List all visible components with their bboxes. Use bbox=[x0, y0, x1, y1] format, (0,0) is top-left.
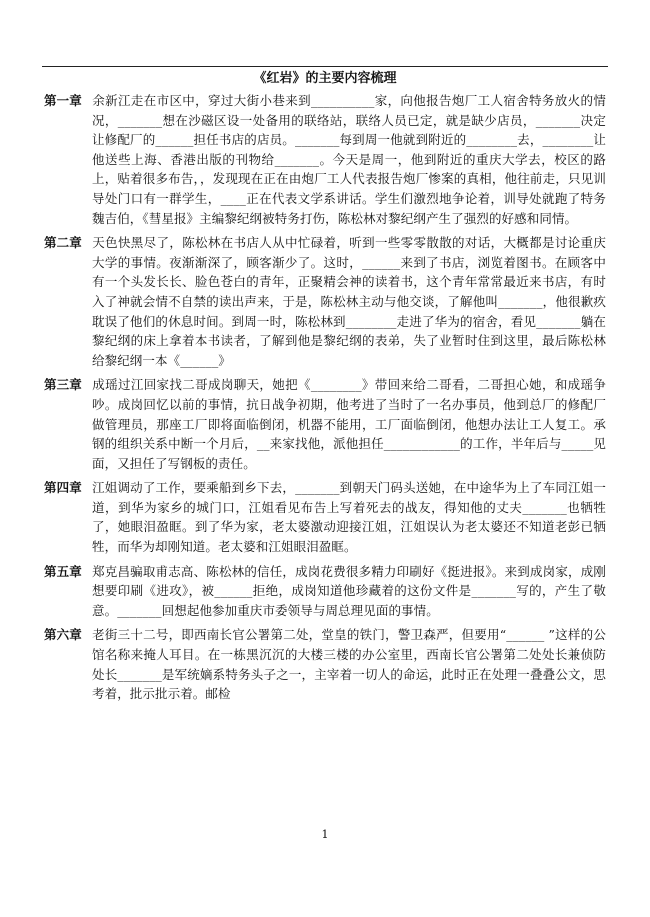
chapter-text: 江姐调动了工作，要乘船到乡下去，_______到朝天门码头送她，在中途华为上了车同江姐一道，到华为家乡的城门口，江姐看见布告上写着死去的战友，得知他的丈夫_______也牺牲了，她眼泪盈眶。到了华为家，老太婆激动迎接江姐，江姐误认为老太婆还不知道老彭已牺牲，而华为却刚知道。老太婆和江姐眼泪盈眶。 bbox=[92, 480, 606, 555]
chapter-paragraph bbox=[44, 625, 606, 703]
chapter-label: 第四章 bbox=[44, 480, 82, 496]
chapter-paragraph bbox=[44, 91, 606, 228]
document-title: 《红岩》的主要内容梳理 bbox=[253, 71, 397, 86]
page-number: 1 bbox=[321, 828, 329, 841]
chapter-6 bbox=[44, 625, 606, 703]
chapter-text: 成瑶过江回家找二哥成岗聊天，她把《________》带回来给二哥看，二哥担心她，和成瑶争吵。成岗回忆以前的事情，抗日战争初期，他考进了当时了一名办事员，他到总厂的修配厂做管理员，那座工厂即将面临倒闭，机器不能用，工厂面临倒闭，他想办法让工人复工。承钢的组织关系中断一个月后，__来家找他，派他担任____________的工作，半年后与_____见面，又担任了写钢板的责任。 bbox=[92, 377, 606, 471]
chapter-text: 天色快黑尽了，陈松林在书店人从中忙碌着，听到一些零零散散的对话，大概都是讨论重庆大学的事情。夜渐渐深了，顾客渐少了。这时，______来到了书店，浏览着图书。在顾客中有一个头发长长、脸色苍白的青年，正聚精会神的读着书，这个青年常常最近来书店，有时入了神就会情不自禁的读出声来，于是，陈松林主动与他交谈，了解他叫_______，他很歉疚耽误了他们的休息时间。到周一时，陈松林到________走进了华为的宿舍，看见_______躺在黎纪纲的床上拿着本书读者，了解到他是黎纪纲的表弟，失了业暂时住到这里，最后陈松林给黎纪纲一本《______》 bbox=[92, 235, 606, 368]
header-rule bbox=[42, 66, 608, 67]
chapter-2 bbox=[44, 233, 606, 370]
chapter-3 bbox=[44, 375, 606, 473]
chapter-4 bbox=[44, 478, 606, 556]
chapter-label: 第六章 bbox=[44, 627, 82, 643]
document-body bbox=[44, 91, 606, 704]
chapter-label: 第一章 bbox=[44, 93, 82, 108]
chapter-label: 第三章 bbox=[44, 377, 82, 393]
chapter-text: 老街三十二号，即西南长官公署第二处，堂皇的铁门，警卫森严，但要用“______ ”这样的公馆名称来掩人耳目。在一栋黑沉沉的大楼三楼的办公室里，西南长官公署第二处处长兼侦防处长_______是军统嫡系特务头子之一，主宰着一切人的命运，此时正在处理一叠叠公文，思考着，批示批示着。邮检 bbox=[92, 627, 606, 702]
chapter-label: 第二章 bbox=[44, 235, 82, 251]
chapter-1 bbox=[44, 91, 606, 228]
chapter-paragraph bbox=[44, 562, 606, 621]
chapter-paragraph bbox=[44, 233, 606, 370]
chapter-paragraph bbox=[44, 478, 606, 556]
chapter-label: 第五章 bbox=[44, 563, 82, 579]
chapter-text: 郑克昌骗取甫志高、陈松林的信任，成岗花费很多精力印刷好《挺进报》。来到成岗家，成刚想要印刷《进攻》，被______拒绝，成岗知道他珍藏着的这份文件是_______写的，产生了敬意。_______回想起他参加重庆市委领导与周总理见面的事情。 bbox=[92, 563, 606, 618]
chapter-text: 余新江走在市区中，穿过大街小巷来到__________家，向他报告炮厂工人宿舍特务放火的情况，_______想在沙磁区设一处备用的联络站，联络人员已定，就是缺少店员，_______决定让修配厂的______担任书店的店员。_______每到周一他就到附近的________去，________让他送些上海、香港出版的刊物给_______。今天是周一，他到附近的重庆大学去，校区的路上，贴着很多布告，，发现现在正在由炮厂工人代表报告炮厂惨案的真相，他往前走，只见训导处门口有一群学生，____正在代表文学系讲话。学生们激烈地争论着，训导处就跑了特务魏吉伯，《彗星报》主编黎纪纲被特务打伤，陈松林对黎纪纲产生了强烈的好感和同情。 bbox=[92, 93, 606, 226]
chapter-5 bbox=[44, 562, 606, 621]
chapter-paragraph bbox=[44, 375, 606, 473]
